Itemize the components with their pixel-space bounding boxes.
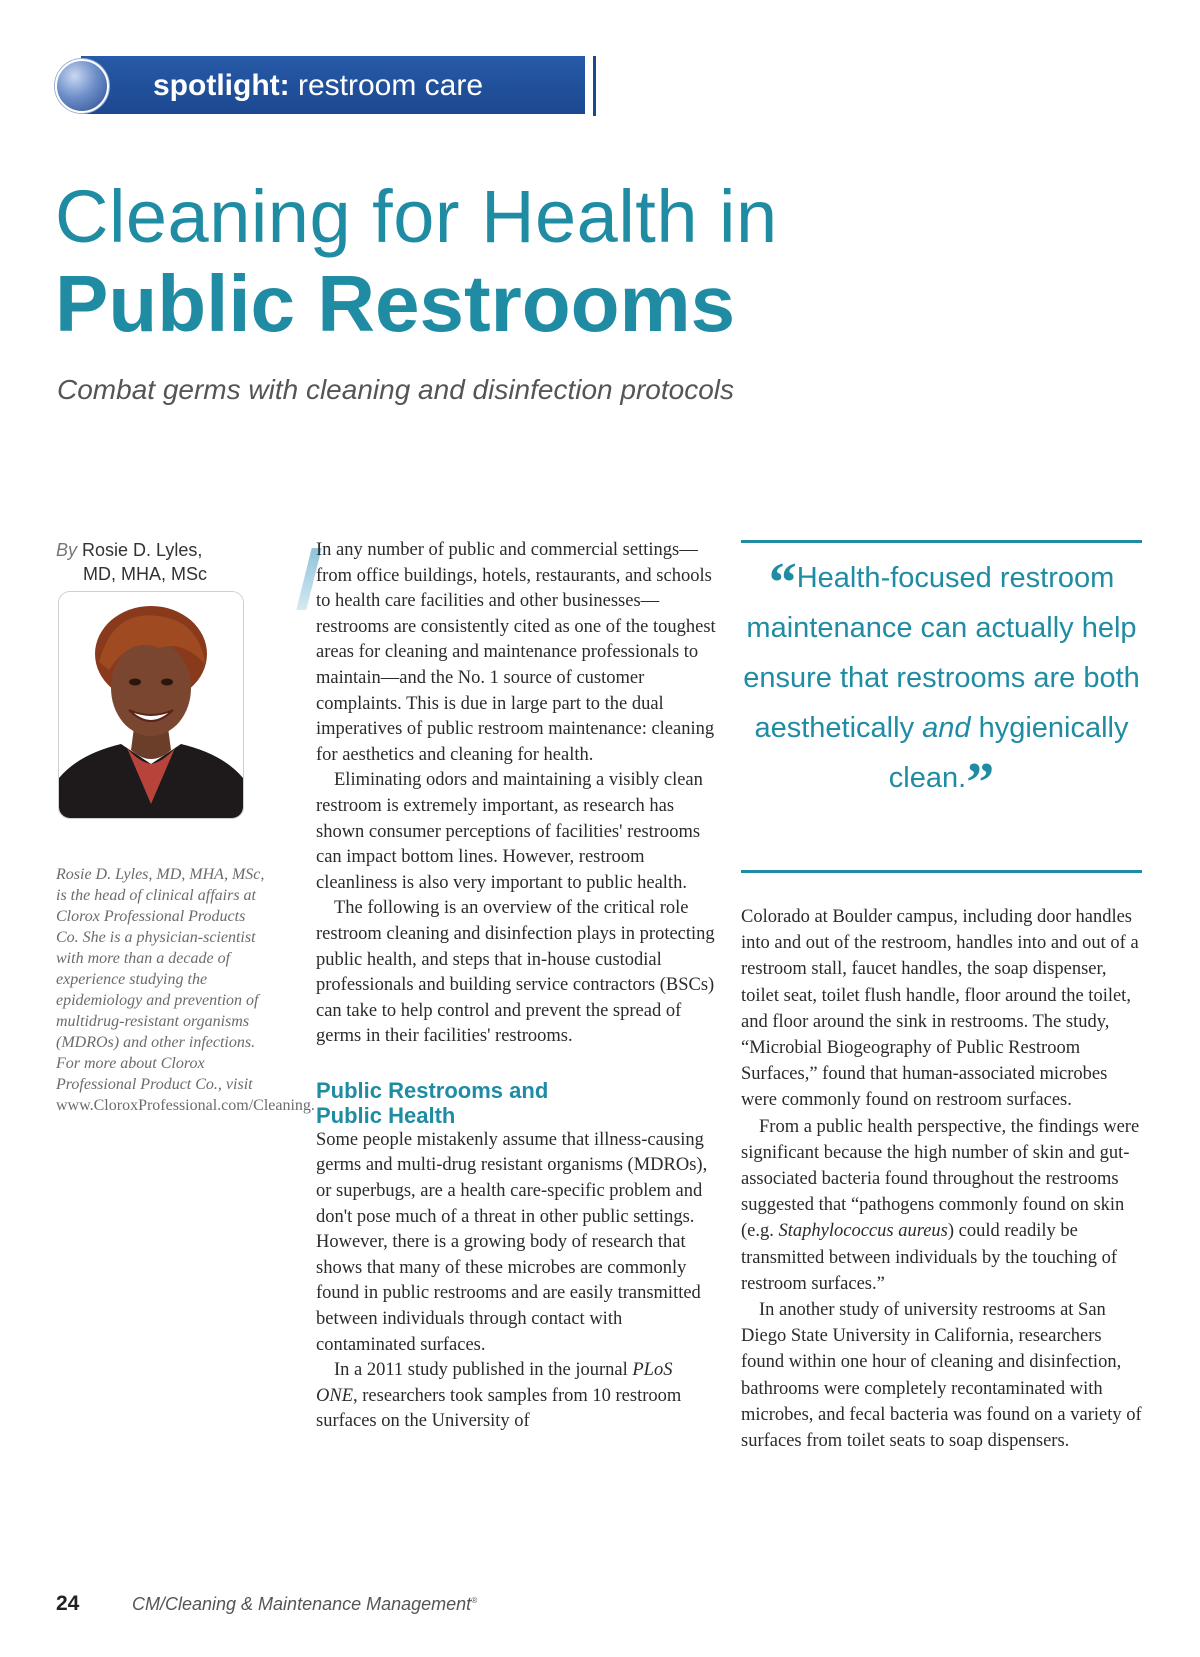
headline-line1: Cleaning for Health in	[55, 175, 778, 258]
journal-name: PLoS ONE	[316, 1360, 673, 1406]
banner-end-rule	[593, 56, 596, 116]
pullquote-text: Health-focused restroom maintenance can actually help ensure that restrooms are both aesthetically	[743, 562, 1140, 744]
close-quote-icon: ”	[966, 752, 995, 814]
author-photo	[58, 591, 244, 819]
author-bio-url: www.CloroxProfessional.com/Cleaning.	[56, 1097, 315, 1114]
page-number: 24	[56, 1592, 80, 1615]
byline-by: By	[56, 540, 78, 560]
magazine-name	[132, 1594, 477, 1615]
registered-mark: ®	[471, 1596, 478, 1605]
section-banner	[55, 56, 541, 114]
author-portrait-image	[59, 592, 243, 818]
article-column-right	[741, 904, 1146, 1454]
article-paragraph: In another study of university restrooms at San Diego State University in California, researchers found within one hour of cleaning and disinfection, bathrooms were completely recontaminated with microbes, and fecal bacteria was found on a variety of surfaces from toilet seats to soap dispensers.	[741, 1300, 1142, 1452]
pullquote-rule-top	[741, 540, 1142, 543]
pullquote-emphasis: and	[922, 712, 971, 744]
open-quote-icon: “	[768, 552, 797, 614]
pullquote-text-end: hygienically clean.	[888, 712, 1129, 794]
author-bio-text: Rosie D. Lyles, MD, MHA, MSc, is the head of clinical affairs at Clorox Professional Products Co. She is a physician-scientist with more than a decade of experience studying the epidemiology and prevention of multidrug-resistant organisms (MDROs) and other infections. For more about Clorox Professional Product Co., visit	[56, 866, 265, 1093]
subtitle: Combat germs with cleaning and disinfection protocols	[57, 374, 735, 405]
magazine-title: CM/Cleaning & Maintenance Management	[132, 1594, 472, 1614]
banner-label-rest: restroom care	[289, 69, 484, 102]
headline-line2: Public Restrooms	[55, 259, 736, 348]
article-paragraph	[316, 1358, 716, 1435]
article-text: In a 2011 study published in the journal	[334, 1360, 633, 1381]
author-credentials: MD, MHA, MSc	[83, 564, 207, 584]
section-heading-line1: Public Restrooms and	[316, 1077, 549, 1103]
author-bio	[56, 864, 315, 1116]
pullquote-rule-bottom	[741, 870, 1142, 873]
banner-orb-icon	[55, 59, 109, 113]
pullquote	[741, 552, 1142, 814]
article-column-middle	[316, 538, 716, 1435]
banner-label-bold: spotlight:	[153, 69, 290, 102]
article-paragraph: Some people mistakenly assume that illness-causing germs and multi-drug resistant organisms (MDROs), or superbugs, are a health care-specific problem and don't pose much of a threat in other public settings. However, there is a growing body of research that shows that many of these microbes are commonly found in public restrooms and are easily transmitted between individuals through contact with contaminated surfaces.	[316, 1129, 708, 1355]
article-paragraph: In any number of public and commercial settings—from office buildings, hotels, restaurants, and schools to health care facilities and other businesses—restrooms are consistently cited as one of the toughest areas for cleaning and maintenance professionals to maintain—and the No. 1 source of customer complaints. This is due in large part to the dual imperatives of public restroom maintenance: cleaning for aesthetics and cleaning for health.	[316, 540, 716, 765]
article-paragraph	[741, 1114, 1146, 1297]
author-name: Rosie D. Lyles,	[77, 540, 203, 560]
article-paragraph: Eliminating odors and maintaining a visibly clean restroom is extremely important, as research has shown consumer perceptions of facilities' restrooms can impact bottom lines. However, restroom cleanliness is also very important to public health.	[316, 770, 703, 893]
banner-label	[153, 69, 483, 103]
article-paragraph: The following is an overview of the critical role restroom cleaning and disinfection plays in protecting public health, and steps that in-house custodial professionals and building service contractors (BSCs) can take to help control and prevent the spread of germs in their facilities' restrooms.	[316, 898, 715, 1047]
section-heading-line2: Public Health	[316, 1102, 456, 1128]
article-text: , researchers took samples from 10 restroom surfaces on the University of	[316, 1385, 682, 1432]
article-text: From a public health perspective, the findings were significant because the high number of skin and gut-associated bacteria found throughout the restrooms suggested that “pathogens commonly found on skin (e.g.	[741, 1116, 1140, 1242]
article-text: ) could readily be transmitted between individuals by the touching of restroom surfaces.”	[741, 1221, 1118, 1294]
article-paragraph: Colorado at Boulder campus, including door handles into and out of the restroom, handles into and out of a restroom stall, faucet handles, the soap dispenser, toilet seat, toilet flush handle, floor around the toilet, and floor around the sink in restrooms. The study, “Microbial Biogeography of Public Restroom Surfaces,” found that human-associated microbes were commonly found on restroom surfaces.	[741, 907, 1139, 1111]
section-heading	[316, 1078, 716, 1128]
species-name: Staphylococcus aureus	[778, 1221, 948, 1242]
byline	[56, 538, 207, 586]
